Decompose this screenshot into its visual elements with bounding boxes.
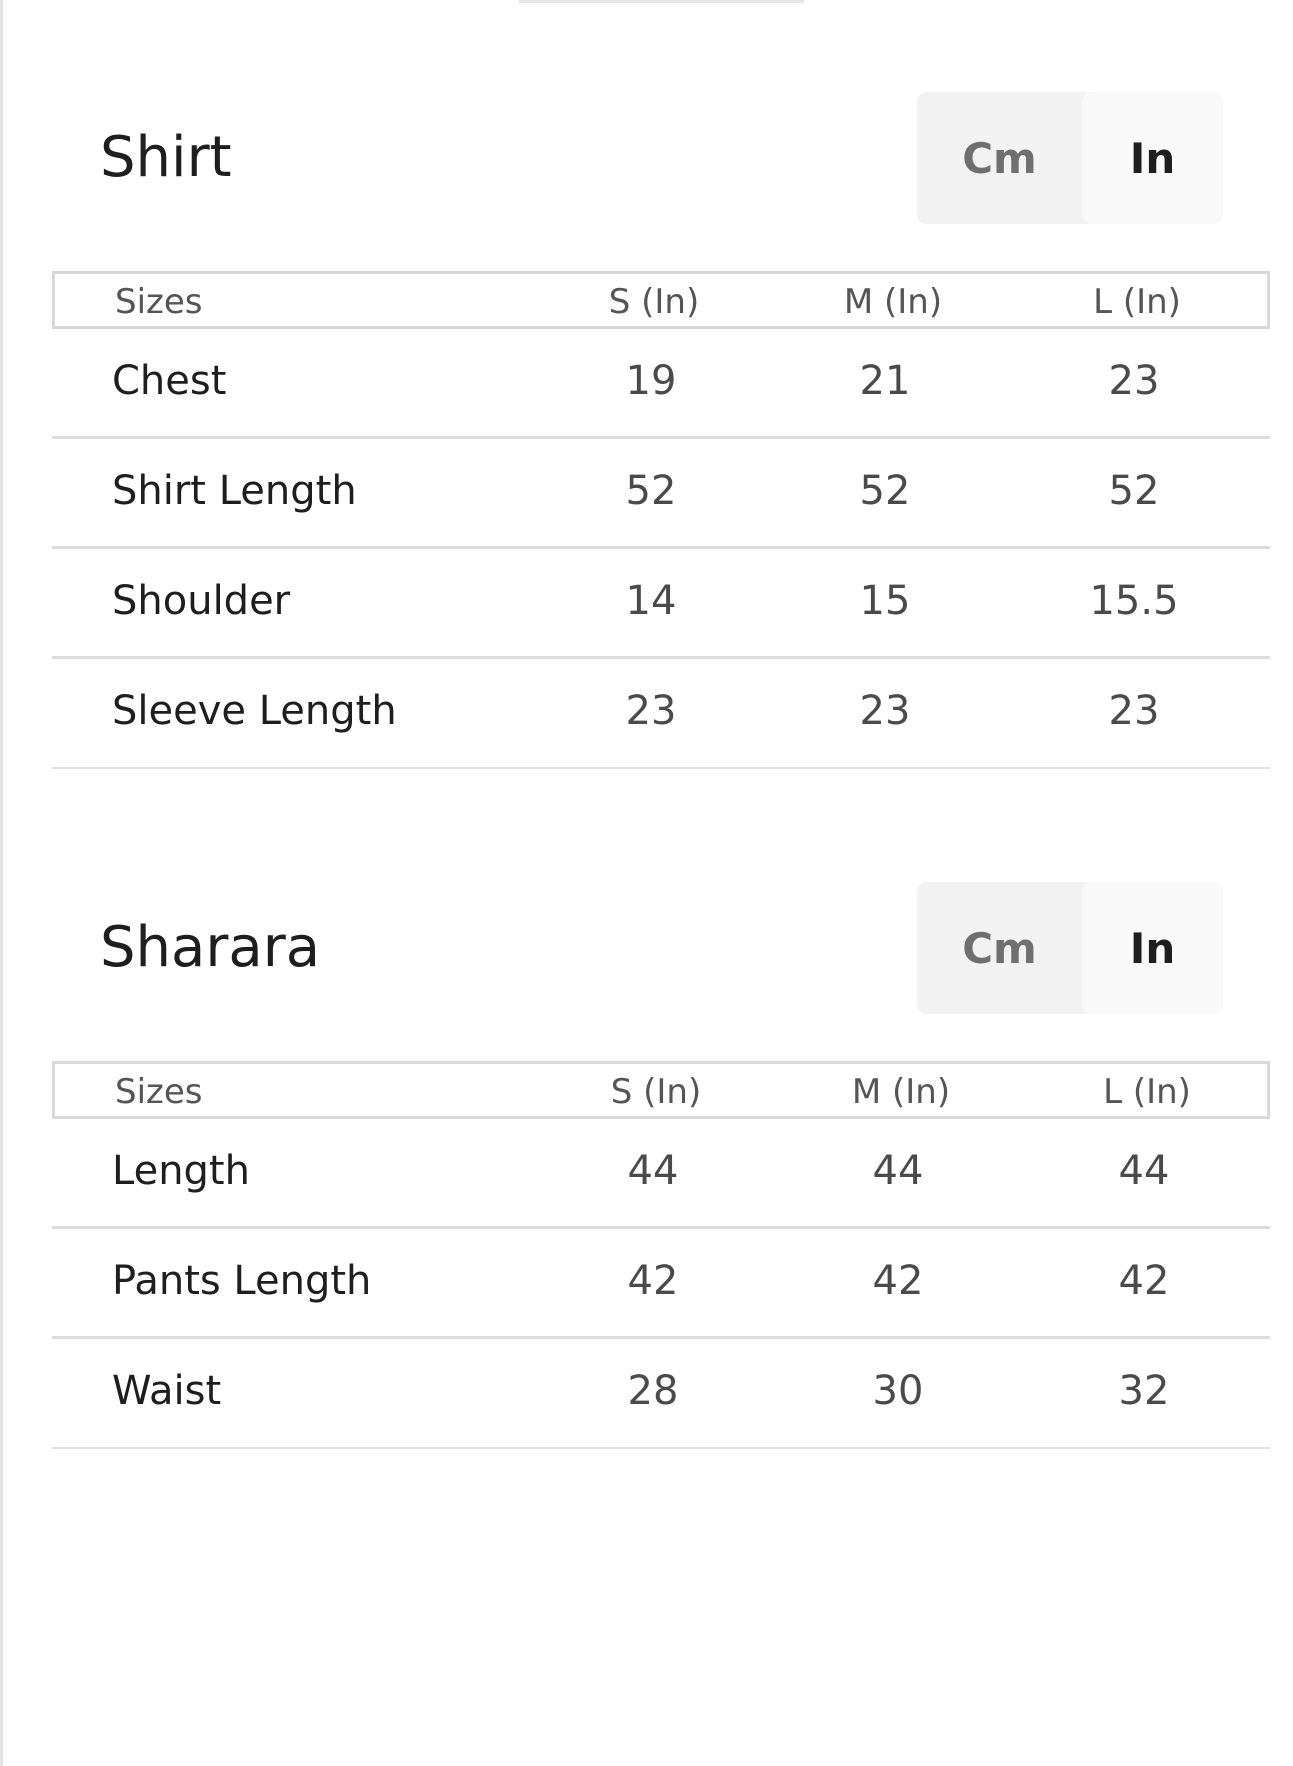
header-sizes: Sizes [115, 282, 203, 322]
table-row [52, 439, 1270, 549]
value-l: 42 [1118, 1258, 1170, 1304]
table-row [52, 659, 1270, 769]
unit-toggle [917, 92, 1223, 224]
value-m: 23 [859, 688, 911, 734]
value-s: 28 [627, 1368, 679, 1414]
value-s: 52 [625, 468, 677, 514]
value-l: 44 [1118, 1148, 1170, 1194]
header-size-l: L (In) [1093, 282, 1181, 322]
in-unit-button[interactable]: In [1082, 92, 1223, 224]
cm-unit-button[interactable]: Cm [917, 882, 1082, 1014]
value-m: 30 [872, 1368, 924, 1414]
header-size-s: S (In) [610, 1072, 702, 1112]
table-row [52, 1119, 1270, 1229]
value-s: 44 [627, 1148, 679, 1194]
value-s: 23 [625, 688, 677, 734]
header-size-l: L (In) [1103, 1072, 1191, 1112]
unit-toggle [917, 882, 1223, 1014]
table-header-row [52, 1061, 1270, 1119]
value-m: 21 [859, 358, 911, 404]
value-m: 44 [872, 1148, 924, 1194]
row-label: Pants Length [112, 1258, 372, 1304]
top-tab-indicator [519, 0, 804, 3]
row-label: Chest [112, 358, 227, 404]
value-m: 42 [872, 1258, 924, 1304]
section-title: Sharara [100, 915, 321, 980]
value-l: 23 [1108, 688, 1160, 734]
value-m: 15 [859, 578, 911, 624]
value-m: 52 [859, 468, 911, 514]
header-sizes: Sizes [115, 1072, 203, 1112]
header-size-m: M (In) [851, 1072, 951, 1112]
cm-unit-button[interactable]: Cm [917, 92, 1082, 224]
value-l: 52 [1108, 468, 1160, 514]
row-label: Sleeve Length [112, 688, 397, 734]
left-divider [0, 0, 3, 1766]
row-label: Length [112, 1148, 250, 1194]
section-title: Shirt [100, 125, 232, 190]
row-label: Waist [112, 1368, 222, 1414]
row-label: Shirt Length [112, 468, 357, 514]
header-size-m: M (In) [843, 282, 943, 322]
table-header-row [52, 271, 1270, 329]
table-row [52, 1339, 1270, 1449]
header-size-s: S (In) [608, 282, 700, 322]
value-s: 42 [627, 1258, 679, 1304]
value-s: 19 [625, 358, 677, 404]
table-row [52, 549, 1270, 659]
value-l: 32 [1118, 1368, 1170, 1414]
in-unit-button[interactable]: In [1082, 882, 1223, 1014]
value-l: 15.5 [1089, 578, 1179, 624]
table-row [52, 329, 1270, 439]
value-l: 23 [1108, 358, 1160, 404]
value-s: 14 [625, 578, 677, 624]
row-label: Shoulder [112, 578, 291, 624]
table-row [52, 1229, 1270, 1339]
